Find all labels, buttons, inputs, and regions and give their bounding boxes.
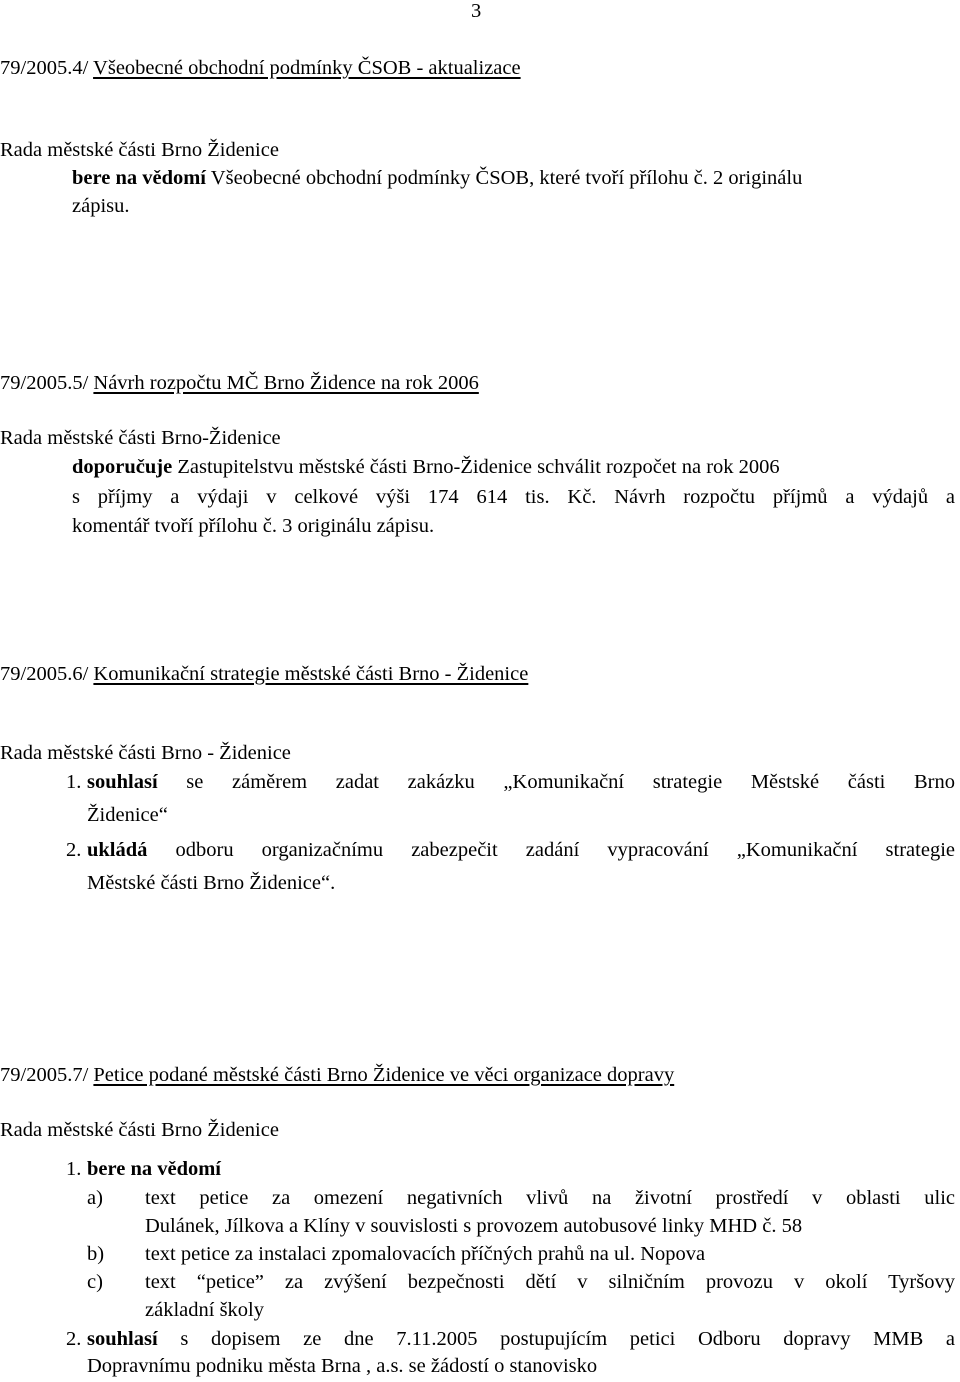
item-number: 2. bbox=[66, 839, 82, 861]
subitem-letter: c) bbox=[87, 1271, 103, 1293]
section-title: Petice podané městské části Brno Židenice ve věci organizace dopravy bbox=[93, 1064, 675, 1086]
council-name: Rada městské části Brno - Židenice bbox=[0, 742, 291, 764]
item-number: 2. bbox=[66, 1328, 82, 1350]
section-number: 79/2005.6/ bbox=[0, 663, 89, 685]
section-title: Komunikační strategie městské části Brno - Židenice bbox=[93, 663, 529, 685]
item-line: odboru organizačnímu zabezpečit zadání vypracování „Komunikační strategie bbox=[175, 839, 955, 861]
resolution-line: Všeobecné obchodní podmínky ČSOB, které tvoří přílohu č. 2 originálu bbox=[210, 167, 803, 189]
section-heading-5 bbox=[0, 372, 479, 395]
subitem-line: Dulánek, Jílkova a Klíny v souvislosti s provozem autobusové linky MHD č. 58 bbox=[145, 1215, 803, 1237]
section-title: Všeobecné obchodní podmínky ČSOB - aktualizace bbox=[93, 57, 521, 79]
item-verb: souhlasí bbox=[87, 1328, 158, 1350]
resolution-line: s příjmy a výdaji v celkové výši 174 614 tis. Kč. Návrh rozpočtu příjmů a výdajů a bbox=[72, 486, 955, 508]
council-name: Rada městské části Brno Židenice bbox=[0, 139, 279, 161]
item-line: s dopisem ze dne 7.11.2005 postupujícím petici Odboru dopravy MMB a bbox=[180, 1328, 956, 1350]
subitem-line: text petice za instalaci zpomalovacích příčných prahů na ul. Nopova bbox=[145, 1243, 706, 1265]
subitem-letter: b) bbox=[87, 1243, 105, 1265]
section-number: 79/2005.5/ bbox=[0, 372, 89, 394]
section-title: Návrh rozpočtu MČ Brno Židence na rok 2006 bbox=[93, 372, 479, 394]
subitem-line: základní školy bbox=[145, 1299, 264, 1321]
resolution-line: zápisu. bbox=[72, 195, 130, 217]
section-heading-4 bbox=[0, 57, 521, 80]
subitem-line: text “petice” za zvýšení bezpečnosti dětí v silničním provozu v okolí Tyršovy bbox=[145, 1271, 955, 1293]
item-verb: souhlasí bbox=[87, 771, 158, 793]
section-number: 79/2005.7/ bbox=[0, 1064, 89, 1086]
list-item-text bbox=[87, 771, 955, 794]
page-number: 3 bbox=[471, 0, 482, 22]
item-line: se záměrem zadat zakázku „Komunikační strategie Městské části Brno bbox=[186, 771, 955, 793]
list-item-text bbox=[87, 1328, 955, 1351]
section-heading-6 bbox=[0, 663, 528, 686]
item-line: Dopravnímu podniku města Brna , a.s. se žádostí o stanovisko bbox=[87, 1355, 598, 1377]
resolution-line: Zastupitelstvu městské části Brno-Židenice schválit rozpočet na rok 2006 bbox=[177, 456, 780, 478]
council-name: Rada městské části Brno-Židenice bbox=[0, 427, 281, 449]
resolution-text bbox=[72, 167, 802, 190]
resolution-line: komentář tvoří přílohu č. 3 originálu zápisu. bbox=[72, 515, 435, 537]
item-verb: ukládá bbox=[87, 839, 148, 861]
item-line: Městské části Brno Židenice“. bbox=[87, 872, 336, 894]
resolution-verb: doporučuje bbox=[72, 456, 173, 478]
council-name: Rada městské části Brno Židenice bbox=[0, 1119, 279, 1141]
item-verb: bere na vědomí bbox=[87, 1158, 222, 1180]
subitem-line: text petice za omezení negativních vlivů na životní prostředí v oblasti ulic bbox=[145, 1187, 955, 1209]
section-number: 79/2005.4/ bbox=[0, 57, 89, 79]
list-item-text bbox=[87, 839, 955, 862]
subitem-letter: a) bbox=[87, 1187, 103, 1209]
resolution-verb: bere na vědomí bbox=[72, 167, 207, 189]
resolution-text bbox=[72, 456, 780, 479]
item-number: 1. bbox=[66, 1158, 82, 1180]
item-number: 1. bbox=[66, 771, 82, 793]
section-heading-7 bbox=[0, 1064, 674, 1087]
item-line: Židenice“ bbox=[87, 804, 168, 826]
